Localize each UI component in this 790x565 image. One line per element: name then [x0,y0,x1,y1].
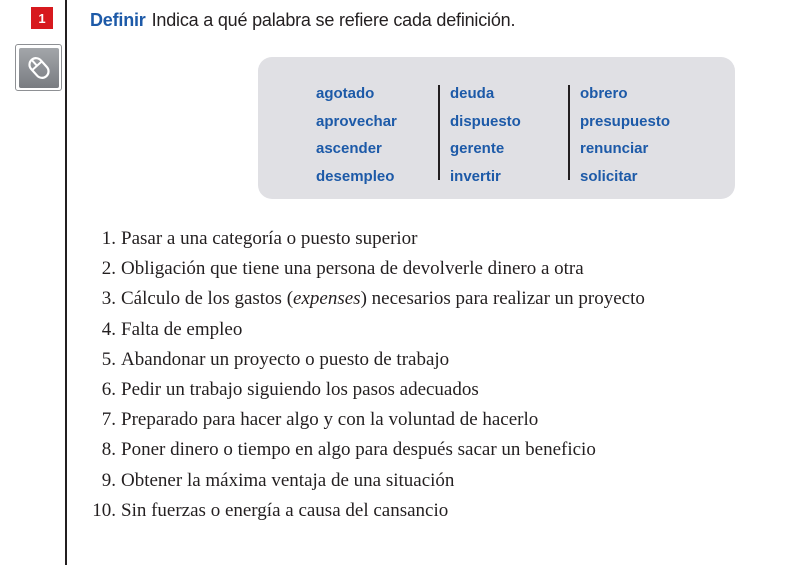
definition-list [75,224,787,526]
activity-tile[interactable] [15,44,62,91]
definition-item [75,466,787,496]
definition-item [75,375,787,405]
word-bank-item: solicitar [580,167,638,185]
definition-text: Obtener la máxima ventaja de una situación [121,469,455,491]
word-bank [258,57,735,199]
definition-item [75,224,787,254]
definition-item [75,254,787,284]
definition-text: Pasar a una categoría o puesto superior [121,228,418,249]
definition-item [75,405,787,435]
definition-item [75,284,787,314]
mouse-icon [19,48,59,88]
definition-text: Pedir un trabajo siguiendo los pasos adecuados [121,379,479,401]
definition-text-start: Cálculo de los gastos ( [121,288,294,310]
definition-number: 4. [101,318,116,340]
definition-number: 9. [101,469,116,491]
definition-number: 7. [101,409,116,431]
word-bank-item: presupuesto [580,112,671,130]
word-bank-item: ascender [316,140,382,157]
word-bank-item: renunciar [580,140,649,157]
exercise-keyword: Definir [90,10,146,30]
column-divider [568,85,570,180]
exercise-number-badge: 1 [31,7,53,29]
definition-text: Poner dinero o tiempo en algo para después sacar un beneficio [121,439,596,461]
definition-text: Obligación que tiene una persona de devolverle dinero a otra [121,258,584,280]
definition-text: Falta de empleo [121,318,243,340]
definition-text: Preparado para hacer algo y con la voluntad de hacerlo [121,409,539,431]
definition-text: Abandonar un proyecto o puesto de trabajo [121,348,450,370]
definition-item [75,496,787,526]
definition-number: 3. [101,288,116,310]
definition-item [75,345,787,375]
word-bank-item: aprovechar [316,112,397,130]
definition-item [75,315,787,345]
word-bank-item: gerente [450,140,505,157]
margin-rule [65,0,67,565]
definition-number: 2. [101,258,116,280]
word-bank-item: agotado [316,85,375,102]
exercise-heading [90,10,515,31]
word-bank-item: obrero [580,85,628,102]
word-bank-item: deuda [450,85,495,102]
word-bank-column-3 [580,80,710,190]
definition-item [75,435,787,465]
column-divider [438,85,440,180]
word-bank-column-2 [450,80,580,190]
definition-english-gloss: expenses [293,288,361,310]
definition-number: 5. [101,348,116,370]
word-bank-item: invertir [450,167,501,185]
exercise-instruction: Indica a qué palabra se refiere cada definición. [151,10,516,30]
definition-number: 6. [101,379,116,401]
word-bank-column-1 [316,80,446,190]
definition-text-end: ) necesarios para realizar un proyecto [360,288,645,310]
definition-text: Sin fuerzas o energía a causa del cansancio [121,499,449,521]
word-bank-item: dispuesto [450,112,521,130]
definition-number: 10. [92,499,116,521]
word-bank-item: desempleo [316,167,395,185]
definition-text [121,284,645,314]
definition-number: 1. [101,228,116,249]
definition-number: 8. [101,439,116,461]
